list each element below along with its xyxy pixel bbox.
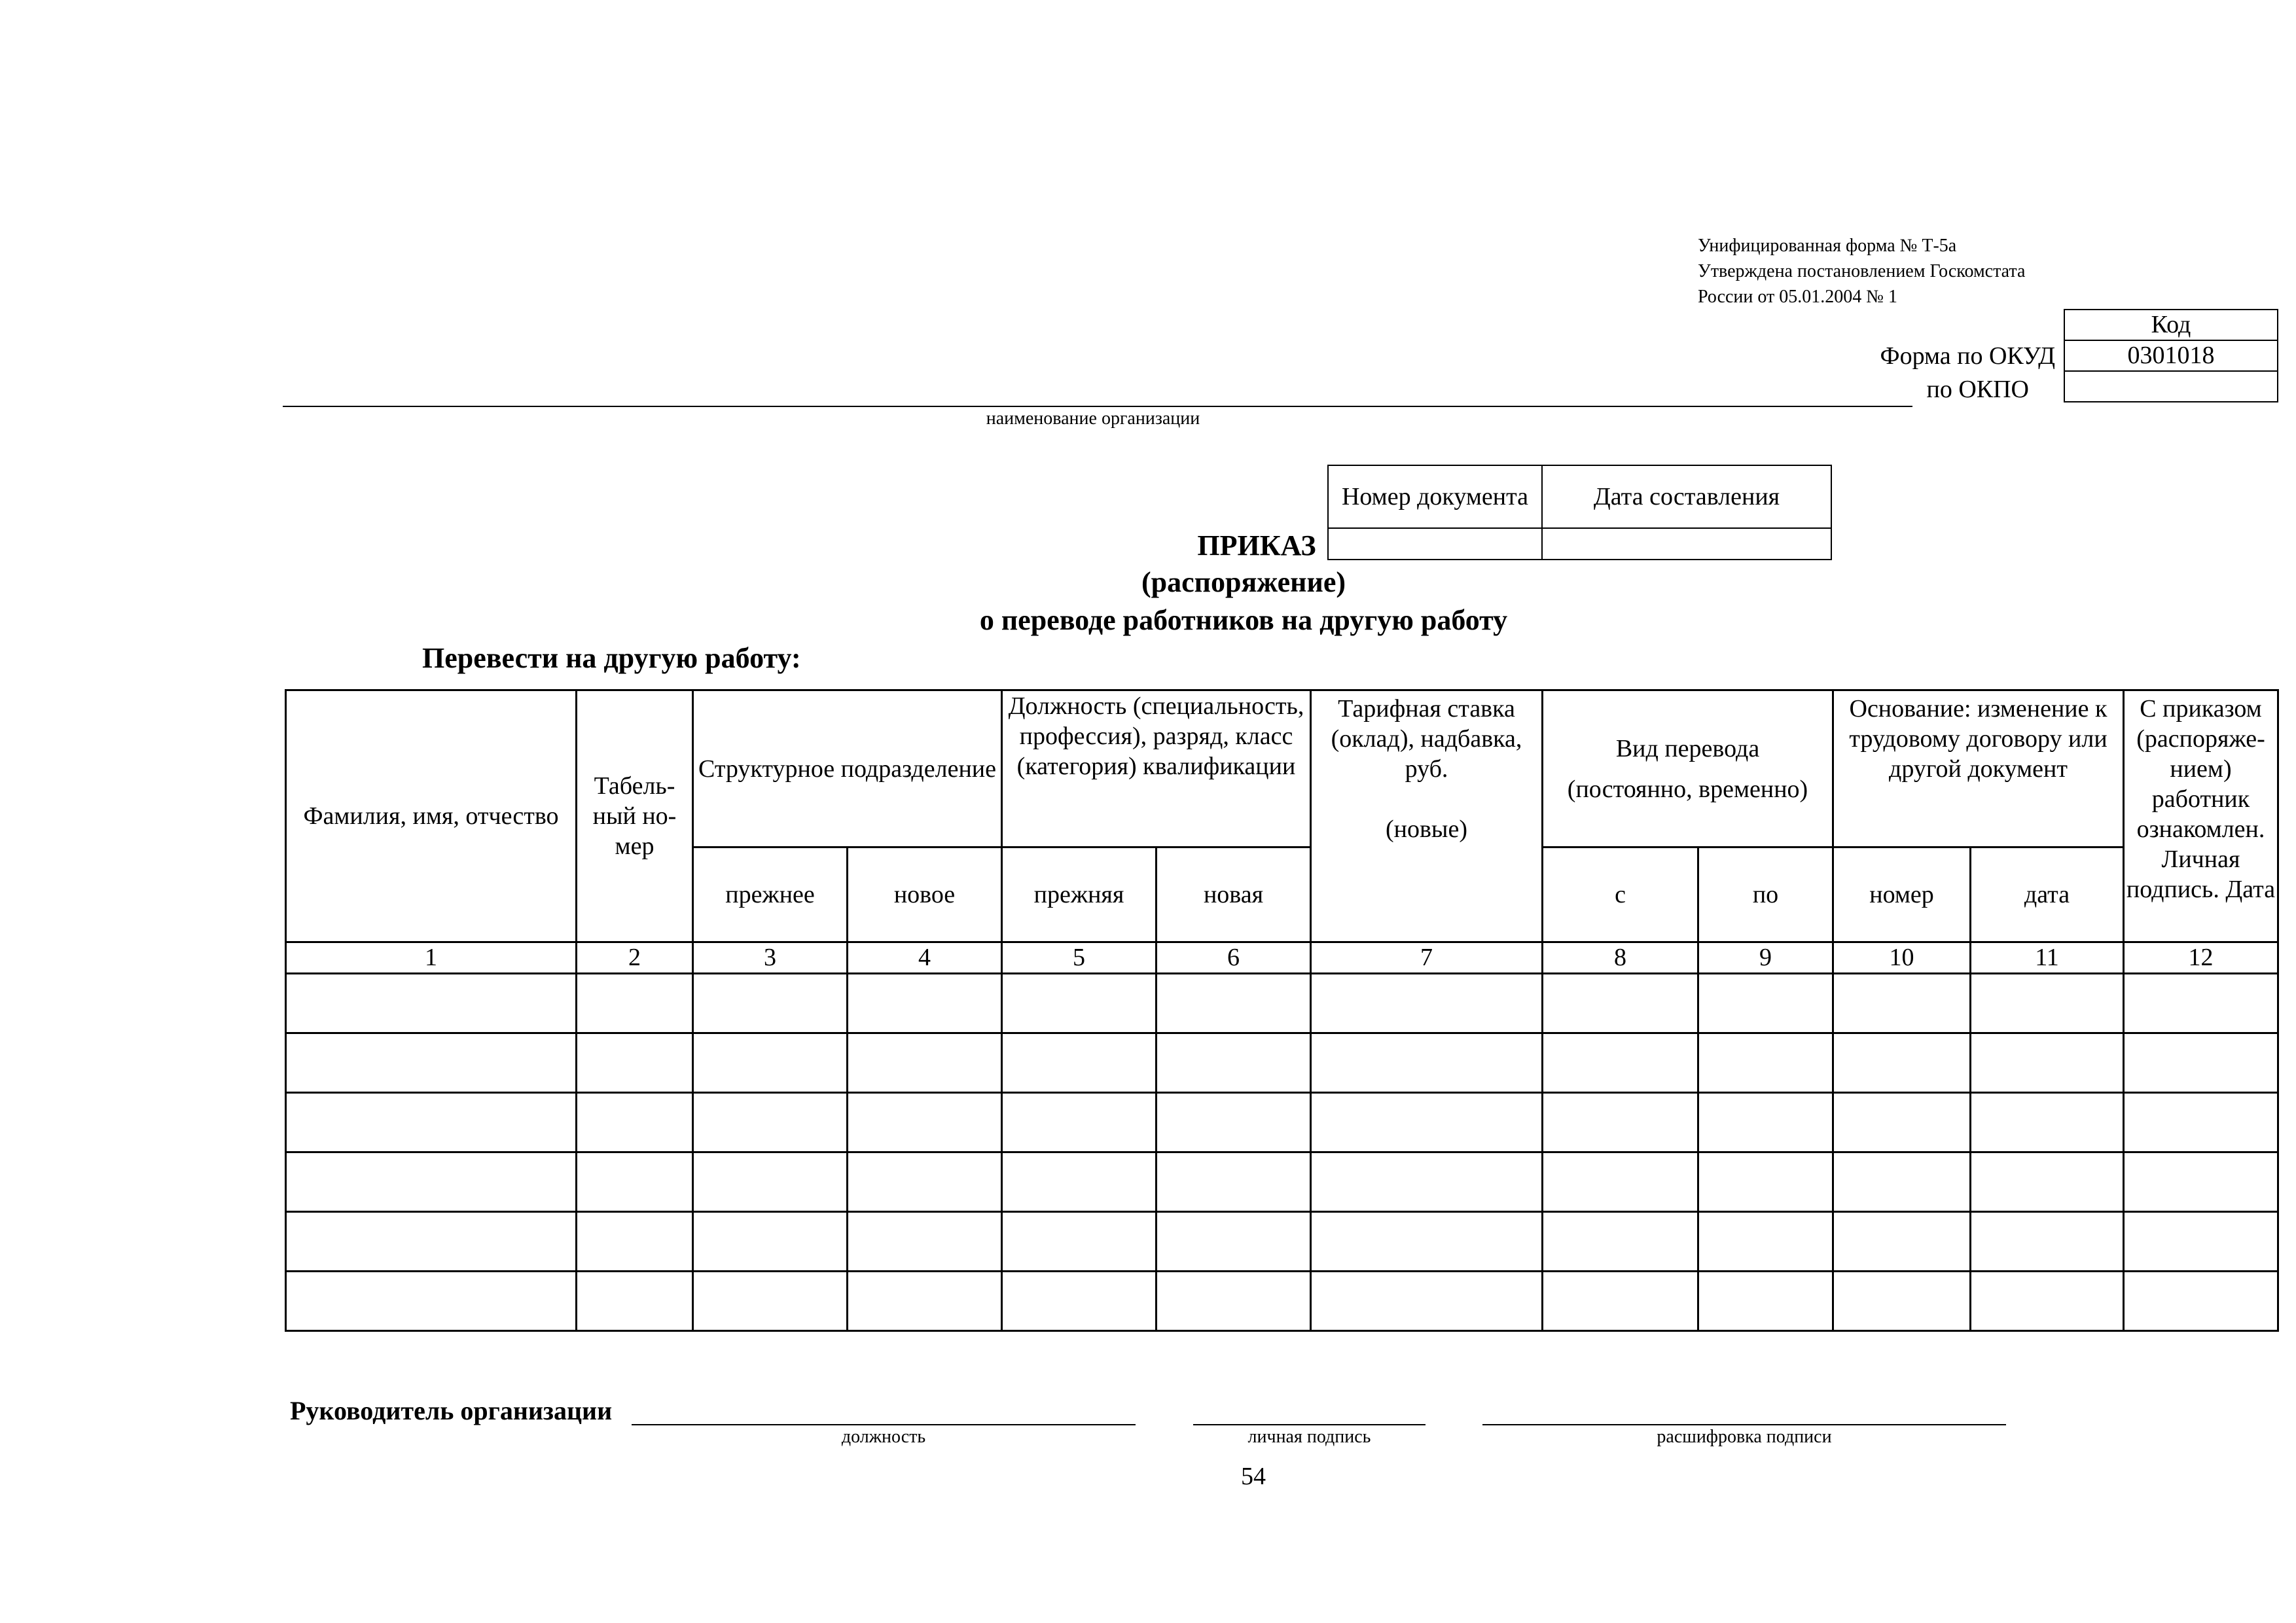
table-cell[interactable] — [2124, 974, 2278, 1033]
table-cell[interactable] — [1833, 1272, 1971, 1331]
table-cell[interactable] — [693, 1212, 848, 1272]
table-cell[interactable] — [1002, 974, 1157, 1033]
col-num: 3 — [693, 942, 848, 974]
table-cell[interactable] — [1157, 1152, 1311, 1212]
col-num: 10 — [1833, 942, 1971, 974]
subtitle: Перевести на другую работу: — [422, 642, 801, 674]
header-tariff-text: Тарифная ставка (оклад), надбавка, руб. — [1331, 695, 1522, 783]
table-cell[interactable] — [286, 974, 577, 1033]
header-fio: Фамилия, имя, отчество — [286, 690, 577, 942]
sub-prev-position: прежняя — [1002, 847, 1157, 942]
header-tariff — [1311, 690, 1543, 942]
sub-from: с — [1543, 847, 1698, 942]
signature-label: Руководитель организации — [290, 1396, 613, 1425]
table-cell[interactable] — [1698, 1272, 1833, 1331]
table-cell[interactable] — [1971, 1093, 2124, 1152]
table-cell[interactable] — [577, 974, 693, 1033]
doc-number-label: Номер документа — [1328, 465, 1542, 528]
table-row — [286, 1272, 2278, 1331]
table-cell[interactable] — [1157, 1093, 1311, 1152]
position-line[interactable] — [632, 1424, 1136, 1425]
table-cell[interactable] — [577, 1152, 693, 1212]
okpo-value[interactable] — [2064, 371, 2278, 402]
table-cell[interactable] — [693, 974, 848, 1033]
table-cell[interactable] — [1311, 1033, 1543, 1093]
table-cell[interactable] — [1833, 974, 1971, 1033]
table-cell[interactable] — [848, 1093, 1002, 1152]
col-num: 2 — [577, 942, 693, 974]
form-header-line3: России от 05.01.2004 № 1 — [1698, 287, 1897, 307]
table-cell[interactable] — [1311, 1272, 1543, 1331]
header-struct: Структурное подразделение — [693, 690, 1002, 847]
table-cell[interactable] — [1311, 1152, 1543, 1212]
col-num: 12 — [2124, 942, 2278, 974]
table-cell[interactable] — [848, 1272, 1002, 1331]
table-cell[interactable] — [2124, 1152, 2278, 1212]
table-cell[interactable] — [1698, 1152, 1833, 1212]
transfer-table — [285, 689, 2279, 1332]
table-cell[interactable] — [286, 1212, 577, 1272]
table-cell[interactable] — [1157, 1212, 1311, 1272]
table-cell[interactable] — [1002, 1272, 1157, 1331]
table-cell[interactable] — [1157, 1272, 1311, 1331]
table-row — [286, 1152, 2278, 1212]
col-num: 7 — [1311, 942, 1543, 974]
col-num: 11 — [1971, 942, 2124, 974]
sign-caption: личная подпись — [1247, 1427, 1371, 1447]
table-cell[interactable] — [848, 974, 1002, 1033]
table-cell[interactable] — [693, 1272, 848, 1331]
title-line3: о переводе работников на другую работу — [979, 604, 1508, 636]
form-header — [1698, 233, 2025, 310]
table-cell[interactable] — [1543, 1152, 1698, 1212]
sub-date: дата — [1971, 847, 2124, 942]
header-kind — [1543, 690, 1833, 847]
table-cell[interactable] — [1543, 1093, 1698, 1152]
table-cell[interactable] — [1311, 1093, 1543, 1152]
table-row — [286, 1093, 2278, 1152]
table-cell[interactable] — [848, 1212, 1002, 1272]
form-header-line1: Унифицированная форма № Т-5а — [1698, 236, 1957, 256]
table-cell[interactable] — [1971, 1152, 2124, 1212]
table-cell[interactable] — [2124, 1093, 2278, 1152]
kod-label: Код — [2064, 310, 2278, 340]
table-cell[interactable] — [1543, 1212, 1698, 1272]
sub-number: номер — [1833, 847, 1971, 942]
okpo-label: по ОКПО — [1926, 376, 2029, 403]
table-cell[interactable] — [1971, 1033, 2124, 1093]
okud-value[interactable]: 0301018 — [2064, 340, 2278, 371]
table-cell[interactable] — [2124, 1272, 2278, 1331]
table-cell[interactable] — [286, 1093, 577, 1152]
table-cell[interactable] — [1971, 1272, 2124, 1331]
position-caption: должность — [841, 1427, 926, 1447]
table-cell[interactable] — [1698, 974, 1833, 1033]
code-box — [2064, 309, 2278, 402]
sign-line[interactable] — [1193, 1424, 1426, 1425]
table-cell[interactable] — [1002, 1152, 1157, 1212]
table-cell[interactable] — [693, 1093, 848, 1152]
header-ack: С приказом (распоряже-нием) работник ознакомлен. Личная подпись. Дата — [2124, 690, 2278, 942]
header-kind-sub: (постоянно, временно) — [1567, 775, 1808, 803]
table-cell[interactable] — [1311, 974, 1543, 1033]
col-num: 6 — [1157, 942, 1311, 974]
column-numbers-row — [286, 942, 2278, 974]
col-num: 5 — [1002, 942, 1157, 974]
table-cell[interactable] — [1157, 974, 1311, 1033]
table-row — [286, 1033, 2278, 1093]
table-cell[interactable] — [1157, 1033, 1311, 1093]
decode-caption: расшифровка подписи — [1657, 1427, 1832, 1447]
col-num: 4 — [848, 942, 1002, 974]
doc-date-label: Дата составления — [1542, 465, 1831, 528]
table-cell[interactable] — [693, 1152, 848, 1212]
table-cell[interactable] — [1971, 1212, 2124, 1272]
table-cell[interactable] — [286, 1033, 577, 1093]
table-cell[interactable] — [286, 1272, 577, 1331]
organization-caption: наименование организации — [986, 408, 1200, 429]
header-basis: Основание: изменение к трудовому договору или другой документ — [1833, 690, 2124, 847]
table-cell[interactable] — [1971, 974, 2124, 1033]
table-cell[interactable] — [1543, 974, 1698, 1033]
okud-label: Форма по ОКУД — [1880, 342, 2055, 370]
organization-line[interactable] — [283, 406, 1912, 407]
table-cell[interactable] — [1698, 1033, 1833, 1093]
title-line2: (распоряжение) — [1141, 566, 1346, 598]
table-row — [286, 1212, 2278, 1272]
table-cell[interactable] — [2124, 1033, 2278, 1093]
table-cell[interactable] — [848, 1033, 1002, 1093]
table-cell[interactable] — [1002, 1093, 1157, 1152]
table-cell[interactable] — [1543, 1272, 1698, 1331]
table-cell[interactable] — [577, 1272, 693, 1331]
table-cell[interactable] — [1698, 1212, 1833, 1272]
table-cell[interactable] — [1833, 1212, 1971, 1272]
header-position: Должность (специальность, профессия), разряд, класс (категория) квалификации — [1002, 690, 1311, 847]
table-cell[interactable] — [1002, 1033, 1157, 1093]
table-cell[interactable] — [1543, 1033, 1698, 1093]
col-num: 8 — [1543, 942, 1698, 974]
sub-new-position: новая — [1157, 847, 1311, 942]
doc-date-value[interactable] — [1542, 528, 1831, 560]
table-cell[interactable] — [286, 1152, 577, 1212]
table-cell[interactable] — [693, 1033, 848, 1093]
form-header-line2: Утверждена постановлением Госкомстата — [1698, 261, 2026, 281]
col-num: 1 — [286, 942, 577, 974]
col-num: 9 — [1698, 942, 1833, 974]
table-row — [286, 974, 2278, 1033]
table-cell[interactable] — [2124, 1212, 2278, 1272]
table-cell[interactable] — [1311, 1212, 1543, 1272]
title-line1: ПРИКАЗ — [1197, 529, 1316, 562]
header-kind-text: Вид перевода — [1615, 734, 1760, 762]
table-cell[interactable] — [577, 1033, 693, 1093]
sub-prev-division: прежнее — [693, 847, 848, 942]
sub-new-division: новое — [848, 847, 1002, 942]
table-cell[interactable] — [577, 1093, 693, 1152]
table-cell[interactable] — [1002, 1212, 1157, 1272]
table-cell[interactable] — [1698, 1093, 1833, 1152]
table-cell[interactable] — [1833, 1152, 1971, 1212]
page-number: 54 — [1241, 1463, 1266, 1490]
header-tariff-new: (новые) — [1386, 815, 1467, 843]
sub-to: по — [1698, 847, 1833, 942]
header-tab-number: Табель-ный но-мер — [577, 690, 693, 942]
table-cell[interactable] — [1833, 1033, 1971, 1093]
table-cell[interactable] — [577, 1212, 693, 1272]
table-cell[interactable] — [848, 1152, 1002, 1212]
table-cell[interactable] — [1833, 1093, 1971, 1152]
decode-line[interactable] — [1482, 1424, 2006, 1425]
